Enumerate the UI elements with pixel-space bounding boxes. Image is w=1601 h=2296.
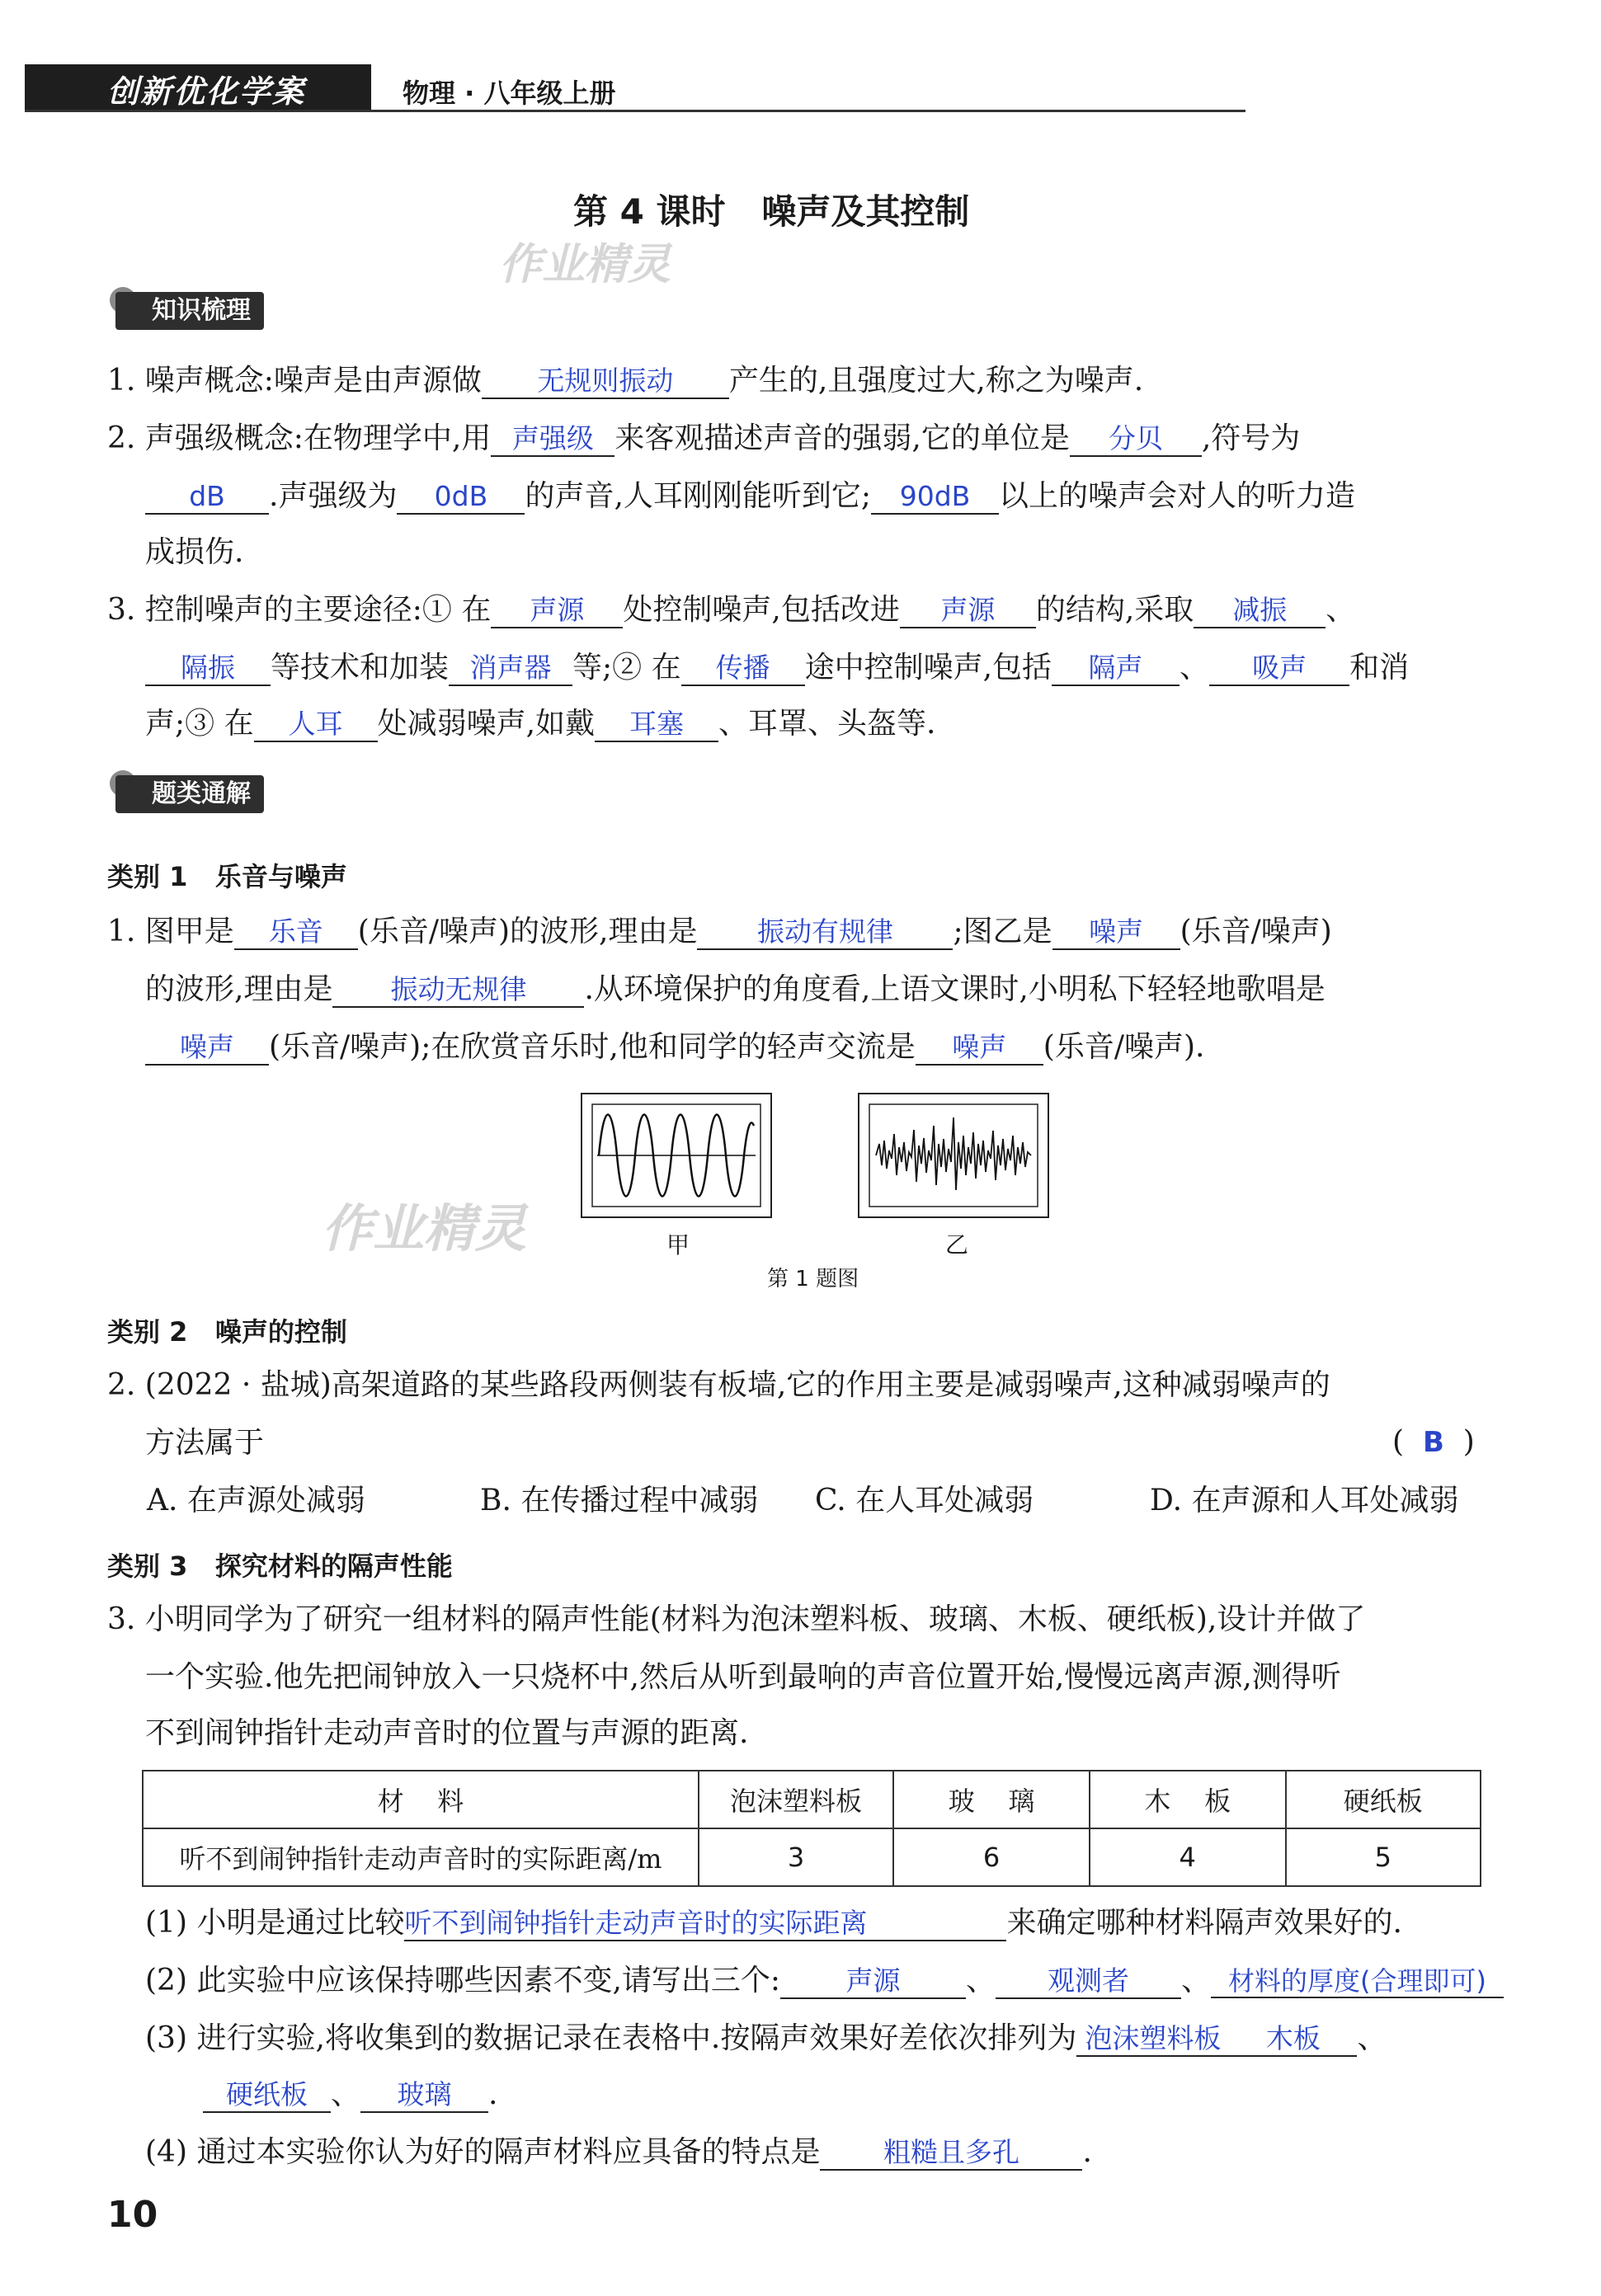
answer-bracket: ( B ) bbox=[1392, 1425, 1475, 1459]
table-header-cell: 硬纸板 bbox=[1286, 1771, 1481, 1828]
header-brand: 创新优化学案 bbox=[107, 73, 306, 110]
data-table bbox=[142, 1770, 1481, 1887]
figure-sine-wave bbox=[581, 1093, 772, 1218]
cat3-q3-line2: 一个实验.他先把闹钟放入一只烧杯中,然后从听到最响的声音位置开始,慢慢远离声源,测得听 bbox=[145, 1660, 1341, 1694]
knowledge-q3-line3: 声;③ 在 人耳 处减弱噪声,如戴 耳塞 、耳罩、头盔等. bbox=[145, 707, 936, 741]
category-3-heading: 类别 3 探究材料的隔声性能 bbox=[107, 1550, 453, 1582]
cat3-q3-line1: 3. 小明同学为了研究一组材料的隔声性能(材料为泡沫塑料板、玻璃、木板、硬纸板),设计并做了 bbox=[107, 1602, 1366, 1636]
table-cell-value: 3 bbox=[699, 1828, 893, 1886]
table-cell-value: 6 bbox=[893, 1828, 1090, 1886]
knowledge-q3-line1: 3. 控制噪声的主要途径:① 在 声源 处控制噪声,包括改进 声源 的结构,采取 减振 、 bbox=[107, 593, 1356, 627]
cat2-option-a: A. 在声源处减弱 bbox=[147, 1484, 365, 1517]
table-header-row bbox=[143, 1771, 1481, 1828]
table-row-label: 听不到闹钟指针走动声音时的实际距离/m bbox=[143, 1828, 699, 1886]
table-cell-value: 5 bbox=[1286, 1828, 1481, 1886]
knowledge-q2-line3: 成损伤. bbox=[145, 535, 244, 569]
watermark-middle: 作业精灵 bbox=[322, 1198, 527, 1259]
knowledge-q3-line2: 隔振 等技术和加装 消声器 等;② 在 传播 途中控制噪声,包括 隔声 、 吸声 和消 bbox=[145, 650, 1409, 686]
category-1-heading: 类别 1 乐音与噪声 bbox=[107, 861, 347, 892]
category-2-heading: 类别 2 噪声的控制 bbox=[107, 1316, 347, 1348]
cat3-part3-line2: 硬纸板 、 玻璃 . bbox=[203, 2077, 497, 2113]
cat3-part2: (2) 此实验中应该保持哪些因素不变,请写出三个: 声源 、 观测者 、 材料的厚度(合理即可) bbox=[145, 1963, 1504, 1999]
header-subject: 物理 · 八年级上册 bbox=[403, 78, 616, 109]
section-types: 题类通解 bbox=[115, 775, 264, 813]
cat2-option-c: C. 在人耳处减弱 bbox=[815, 1484, 1034, 1517]
table-cell-value: 4 bbox=[1090, 1828, 1286, 1886]
page-title: 第 4 课时 噪声及其控制 bbox=[573, 191, 970, 232]
cat2-q2-line2: 方法属于 bbox=[145, 1426, 265, 1460]
table-header-cell: 木 板 bbox=[1090, 1771, 1286, 1828]
table-row bbox=[143, 1828, 1481, 1886]
cat2-q2-line1: 2. (2022 · 盐城)高架道路的某些路段两侧装有板墙,它的作用主要是减弱噪声,这种减弱噪声的 bbox=[107, 1368, 1330, 1402]
cat2-option-d: D. 在声源和人耳处减弱 bbox=[1150, 1484, 1459, 1517]
answer-choice: B bbox=[1422, 1426, 1444, 1459]
knowledge-q2-line2: dB .声强级为 0dB 的声音,人耳刚刚能听到它; 90dB 以上的噪声会对人的听力造 bbox=[145, 478, 1355, 515]
cat1-q1-line1: 1. 图甲是 乐音 (乐音/噪声)的波形,理由是 振动有规律 ;图乙是 噪声 (乐音/噪声) bbox=[107, 915, 1332, 948]
table-header-cell: 玻 璃 bbox=[893, 1771, 1090, 1828]
cat2-option-b: B. 在传播过程中减弱 bbox=[480, 1484, 759, 1517]
table-header-cell: 泡沫塑料板 bbox=[699, 1771, 893, 1828]
figure-label-a: 甲 bbox=[666, 1231, 690, 1259]
cat1-q1-line3: 噪声 (乐音/噪声);在欣赏音乐时,他和同学的轻声交流是 噪声 (乐音/噪声). bbox=[145, 1029, 1204, 1066]
watermark-top: 作业精灵 bbox=[499, 240, 671, 289]
figure-caption: 第 1 题图 bbox=[767, 1267, 859, 1292]
header-rule bbox=[25, 110, 1245, 112]
cat3-q3-line3: 不到闹钟指针走动声音时的位置与声源的距离. bbox=[145, 1716, 749, 1750]
figure-noise-wave bbox=[858, 1093, 1049, 1218]
cat1-q1-line2: 的波形,理由是 振动无规律 .从环境保护的角度看,上语文课时,小明私下轻轻地歌唱是 bbox=[145, 972, 1326, 1006]
knowledge-q2-line1: 2. 声强级概念:在物理学中,用 声强级 来客观描述声音的强弱,它的单位是 分贝 ,符号为 bbox=[107, 421, 1301, 455]
knowledge-q1: 1. 噪声概念:噪声是由声源做 无规则振动 产生的,且强度过大,称之为噪声. bbox=[107, 364, 1144, 398]
cat3-part1: (1) 小明是通过比较听不到闹钟指针走动声音时的实际距离 来确定哪种材料隔声效果好的. bbox=[145, 1906, 1402, 1940]
cat3-part3-line1: (3) 进行实验,将收集到的数据记录在表格中.按隔声效果好差依次排列为 泡沫塑料板 木板 、 bbox=[145, 2021, 1387, 2055]
section-knowledge: 知识梳理 bbox=[115, 292, 264, 330]
page-number: 10 bbox=[107, 2194, 158, 2236]
figure-label-b: 乙 bbox=[945, 1231, 969, 1259]
cat3-part4: (4) 通过本实验你认为好的隔声材料应具备的特点是 粗糙且多孔 . bbox=[145, 2135, 1092, 2169]
table-header-cell: 材 料 bbox=[143, 1771, 699, 1828]
